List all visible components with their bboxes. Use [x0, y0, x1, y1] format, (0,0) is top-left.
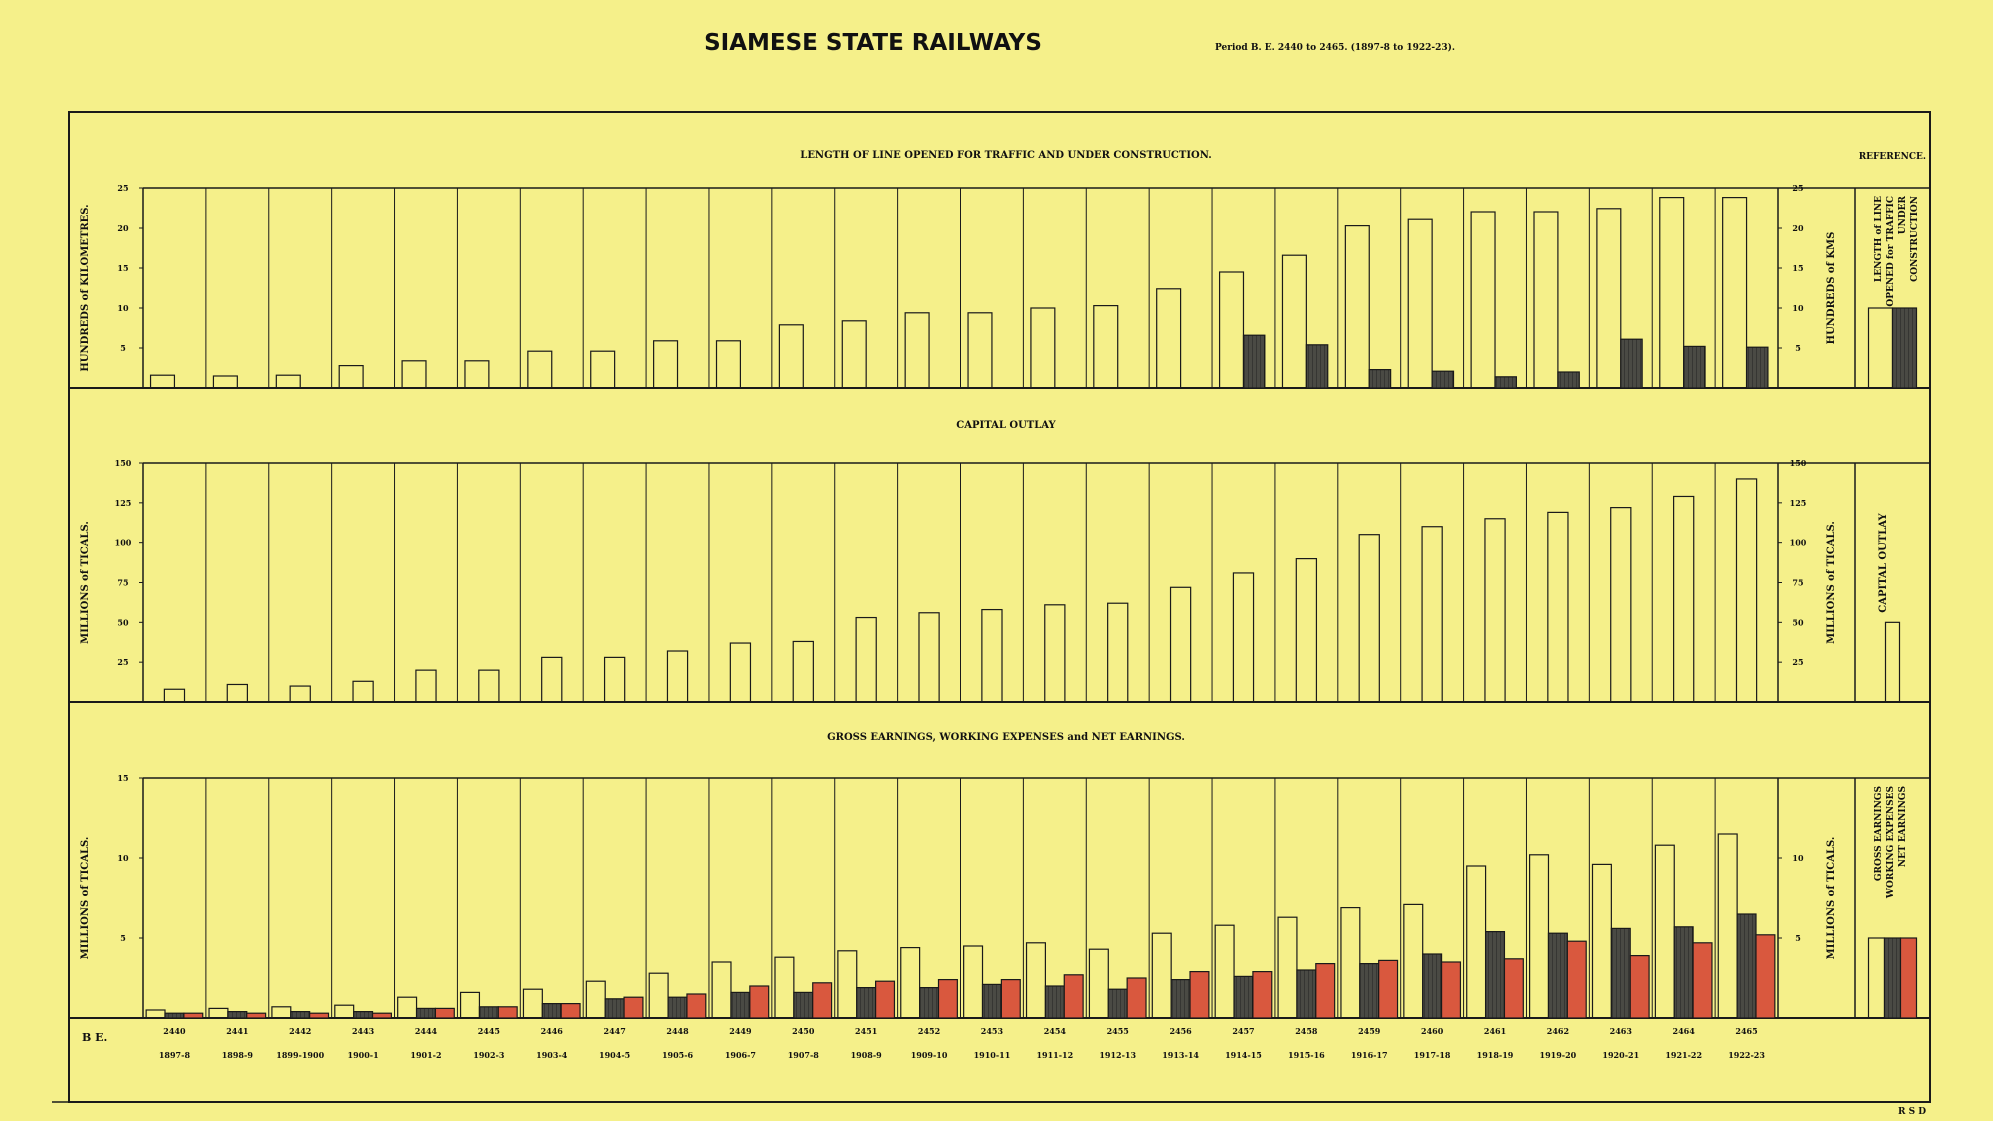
x-label-be: 2453 [980, 1026, 1004, 1036]
bar-1-2451 [856, 618, 876, 702]
bar-1-2452 [905, 313, 929, 388]
y-tick-label: 5 [120, 343, 126, 353]
x-label-ad: 1905-6 [661, 1050, 694, 1060]
bar-1-2444 [398, 997, 417, 1018]
bar-2-2462 [1548, 933, 1567, 1018]
y-tick-label: 75 [117, 577, 129, 588]
bar-1-2443 [353, 681, 373, 702]
bar-2-2457 [1234, 976, 1253, 1018]
bar-1-2444 [416, 670, 436, 702]
y-tick-label-right: 50 [1792, 617, 1804, 628]
bar-3-2451 [876, 981, 895, 1018]
panel-1 [69, 150, 1930, 388]
bar-1-2457 [1215, 925, 1234, 1018]
bar-2-2463 [1611, 928, 1630, 1018]
bar-2-2458 [1306, 345, 1327, 388]
bar-1-2449 [712, 962, 731, 1018]
y-tick-label-right: 10 [1792, 303, 1804, 313]
bar-3-2442 [310, 1013, 329, 1018]
bar-1-2461 [1467, 866, 1486, 1018]
bar-1-2442 [272, 1007, 291, 1018]
bar-2-2461 [1495, 377, 1516, 388]
chart-title: SIAMESE STATE RAILWAYS [704, 30, 1042, 56]
maker-initials: R S D [1897, 1107, 1927, 1117]
bar-1-2441 [209, 1008, 228, 1018]
x-label-be: 2446 [540, 1026, 563, 1036]
reference-bar-1 [1869, 308, 1893, 388]
panel-title: LENGTH OF LINE OPENED FOR TRAFFIC AND UNDER CONSTRUCTION. [800, 150, 1212, 161]
x-label-be: 2452 [917, 1026, 941, 1036]
reference-label-line: GROSS EARNINGS [1874, 786, 1884, 882]
x-label-be: 2443 [351, 1026, 375, 1036]
panel-2 [69, 420, 1930, 702]
y-axis-title-right: MILLIONS of TICALS. [1826, 836, 1837, 960]
y-tick-label: 25 [117, 183, 129, 193]
bar-1-2440 [146, 1010, 165, 1018]
x-label-be: 2448 [666, 1026, 689, 1036]
y-axis-title: HUNDREDS of KILOMETRES. [80, 204, 91, 372]
bar-2-2442 [291, 1012, 310, 1018]
frame-outer [69, 112, 1930, 1102]
y-tick-label: 15 [117, 773, 129, 783]
bar-2-2447 [605, 999, 624, 1018]
bar-2-2459 [1369, 370, 1390, 388]
bar-3-2465 [1756, 935, 1775, 1018]
bar-1-2453 [982, 610, 1002, 702]
x-label-be: 2459 [1358, 1026, 1381, 1036]
bar-2-2460 [1423, 954, 1442, 1018]
y-tick-label-right: 150 [1789, 458, 1807, 468]
bar-1-2462 [1534, 212, 1558, 388]
be-axis-label: B E. [82, 1031, 108, 1044]
bar-1-2454 [1031, 308, 1055, 388]
bar-1-2452 [901, 948, 920, 1018]
x-label-ad: 1921-22 [1665, 1050, 1703, 1060]
bar-2-2451 [857, 988, 876, 1018]
bar-1-2456 [1152, 933, 1171, 1018]
reference-bar-2 [1885, 938, 1901, 1018]
bar-3-2458 [1316, 964, 1335, 1018]
bar-1-2446 [528, 351, 552, 388]
reference-bar-3 [1901, 938, 1917, 1018]
bar-1-2464 [1674, 496, 1694, 702]
x-label-ad: 1906-7 [724, 1050, 756, 1060]
bar-1-2441 [227, 684, 247, 702]
x-label-be: 2463 [1609, 1026, 1632, 1036]
x-label-ad: 1904-5 [599, 1050, 631, 1060]
bar-1-2457 [1220, 272, 1244, 388]
bar-1-2458 [1296, 559, 1316, 702]
bar-1-2446 [542, 657, 562, 702]
bar-1-2451 [838, 951, 857, 1018]
bar-3-2464 [1693, 943, 1712, 1018]
x-label-be: 2465 [1735, 1026, 1758, 1036]
x-label-be: 2455 [1106, 1026, 1129, 1036]
x-label-ad: 1900-1 [347, 1050, 379, 1060]
reference-label-group [1874, 786, 1908, 899]
bar-1-2447 [591, 351, 615, 388]
bar-1-2459 [1341, 908, 1360, 1018]
reference-label-line: LENGTH of LINE [1874, 196, 1884, 283]
bar-3-2456 [1190, 972, 1209, 1018]
bar-1-2453 [964, 946, 983, 1018]
bar-2-2441 [228, 1012, 247, 1018]
y-tick-label-right: 15 [1792, 263, 1804, 273]
bar-1-2450 [775, 957, 794, 1018]
bar-3-2452 [938, 980, 957, 1018]
y-tick-label-right: 5 [1795, 343, 1801, 353]
bar-1-2440 [164, 689, 184, 702]
bar-1-2463 [1597, 209, 1621, 388]
x-label-be: 2442 [289, 1026, 312, 1036]
bar-2-2446 [542, 1004, 561, 1018]
bar-1-2457 [1233, 573, 1253, 702]
reference-label-line: UNDER [1898, 196, 1908, 235]
bar-2-2457 [1243, 335, 1264, 388]
bar-2-2444 [417, 1008, 436, 1018]
y-axis-title-right: MILLIONS of TICALS. [1826, 521, 1837, 644]
bar-1-2460 [1422, 527, 1442, 702]
bar-1-2462 [1548, 512, 1568, 702]
x-label-ad: 1909-10 [910, 1050, 948, 1060]
bar-3-2446 [561, 1004, 580, 1018]
y-tick-label: 5 [120, 933, 126, 943]
x-label-be: 2461 [1483, 1026, 1507, 1036]
y-tick-label-right: 75 [1792, 577, 1804, 588]
y-tick-label: 50 [117, 617, 129, 628]
bar-2-2452 [920, 988, 939, 1018]
bar-1-2445 [465, 361, 489, 388]
bar-1-2459 [1359, 535, 1379, 702]
y-tick-label: 10 [117, 853, 129, 863]
x-label-ad: 1903-4 [536, 1050, 568, 1060]
bar-2-2443 [354, 1012, 373, 1018]
x-label-be: 2440 [163, 1026, 186, 1036]
bar-1-2463 [1592, 864, 1611, 1018]
x-label-ad: 1899-1900 [276, 1050, 325, 1060]
reference-bar-1 [1886, 622, 1900, 702]
x-label-ad: 1912-13 [1099, 1050, 1137, 1060]
chart-subtitle: Period B. E. 2440 to 2465. (1897-8 to 1922-23). [1215, 43, 1456, 53]
y-tick-label-right: 100 [1789, 537, 1807, 548]
x-label-be: 2447 [603, 1026, 626, 1036]
x-label-ad: 1901-2 [410, 1050, 442, 1060]
y-tick-label-right: 125 [1789, 497, 1807, 508]
bar-1-2464 [1660, 198, 1684, 388]
x-label-be: 2460 [1421, 1026, 1444, 1036]
bar-3-2463 [1630, 956, 1649, 1018]
y-tick-label-right: 5 [1795, 933, 1801, 943]
x-label-be: 2450 [792, 1026, 815, 1036]
reference-label-line: WORKING EXPENSES [1886, 786, 1896, 899]
bar-3-2450 [813, 983, 832, 1018]
bar-3-2447 [624, 997, 643, 1018]
x-label-be: 2457 [1232, 1026, 1255, 1036]
chart-panels [69, 150, 1930, 1018]
bar-1-2455 [1094, 306, 1118, 388]
x-label-be: 2445 [477, 1026, 500, 1036]
x-label-ad: 1897-8 [158, 1050, 191, 1060]
bar-1-2463 [1611, 508, 1631, 702]
x-label-ad: 1915-16 [1288, 1050, 1325, 1060]
bar-2-2454 [1045, 986, 1064, 1018]
bar-1-2461 [1471, 212, 1495, 388]
bar-2-2450 [794, 992, 813, 1018]
bar-2-2445 [479, 1007, 498, 1018]
x-label-be: 2464 [1672, 1026, 1695, 1036]
reference-bar-2 [1893, 308, 1917, 388]
bar-2-2464 [1674, 927, 1693, 1018]
bar-1-2462 [1530, 855, 1549, 1018]
bar-3-2444 [435, 1008, 454, 1018]
x-label-be: 2456 [1169, 1026, 1192, 1036]
bar-1-2445 [479, 670, 499, 702]
bar-1-2440 [151, 375, 175, 388]
bar-1-2445 [461, 992, 480, 1018]
panel-title: GROSS EARNINGS, WORKING EXPENSES and NET EARNINGS. [827, 732, 1185, 743]
x-label-ad: 1918-19 [1476, 1050, 1514, 1060]
bar-1-2448 [654, 341, 678, 388]
bar-1-2456 [1157, 289, 1181, 388]
x-label-be: 2449 [729, 1026, 752, 1036]
x-label-be: 2458 [1295, 1026, 1318, 1036]
x-axis-labels [159, 1026, 1765, 1060]
bar-3-2441 [247, 1013, 266, 1018]
bar-2-2453 [983, 984, 1002, 1018]
bar-2-2460 [1432, 371, 1453, 388]
bar-2-2456 [1171, 980, 1190, 1018]
bar-1-2453 [968, 313, 992, 388]
bar-1-2446 [523, 989, 542, 1018]
y-tick-label: 100 [114, 537, 132, 548]
y-tick-label: 25 [117, 657, 129, 668]
x-label-ad: 1922-23 [1728, 1050, 1765, 1060]
bar-1-2455 [1089, 949, 1108, 1018]
y-tick-label: 125 [114, 497, 132, 508]
bar-3-2453 [1001, 980, 1020, 1018]
bar-1-2448 [667, 651, 687, 702]
bar-3-2445 [498, 1007, 517, 1018]
x-label-ad: 1913-14 [1162, 1050, 1199, 1060]
bar-3-2443 [373, 1013, 392, 1018]
bar-1-2448 [649, 973, 668, 1018]
bar-1-2454 [1045, 605, 1065, 702]
reference-label: REFERENCE. [1858, 152, 1926, 162]
bar-1-2452 [919, 613, 939, 702]
y-tick-label-right: 25 [1792, 183, 1804, 193]
y-tick-label-right: 25 [1792, 657, 1804, 668]
bar-1-2443 [339, 366, 363, 388]
bar-1-2450 [779, 325, 803, 388]
bar-2-2464 [1684, 346, 1705, 388]
bar-1-2460 [1408, 219, 1432, 388]
y-tick-label: 15 [117, 263, 129, 273]
bar-1-2442 [276, 375, 300, 388]
bar-3-2440 [184, 1013, 203, 1018]
x-label-ad: 1910-11 [973, 1050, 1011, 1060]
x-label-ad: 1907-8 [787, 1050, 819, 1060]
bar-3-2449 [750, 986, 769, 1018]
bar-2-2465 [1737, 914, 1756, 1018]
bar-1-2442 [290, 686, 310, 702]
x-label-ad: 1916-17 [1350, 1050, 1388, 1060]
reference-bar-1 [1869, 938, 1885, 1018]
bar-1-2449 [730, 643, 750, 702]
bar-1-2458 [1278, 917, 1297, 1018]
bar-1-2455 [1108, 603, 1128, 702]
x-label-ad: 1914-15 [1225, 1050, 1262, 1060]
bar-2-2449 [731, 992, 750, 1018]
bar-1-2447 [605, 657, 625, 702]
bar-2-2462 [1558, 372, 1579, 388]
bar-1-2450 [793, 641, 813, 702]
bar-1-2444 [402, 361, 426, 388]
y-tick-label-right: 10 [1792, 853, 1804, 863]
bar-3-2460 [1442, 962, 1461, 1018]
x-label-be: 2462 [1546, 1026, 1570, 1036]
bar-2-2463 [1621, 339, 1642, 388]
bar-3-2455 [1127, 978, 1146, 1018]
y-tick-label: 10 [117, 303, 129, 313]
bar-1-2456 [1171, 587, 1191, 702]
bar-3-2454 [1064, 975, 1083, 1018]
bar-2-2455 [1108, 989, 1127, 1018]
bar-1-2447 [586, 981, 605, 1018]
reference-label-line: OPENED for TRAFFIC [1886, 196, 1896, 307]
x-label-ad: 1919-20 [1539, 1050, 1577, 1060]
bar-3-2461 [1504, 959, 1523, 1018]
bar-2-2459 [1360, 964, 1379, 1018]
reference-label: CAPITAL OUTLAY [1878, 513, 1889, 613]
bar-2-2461 [1486, 932, 1505, 1018]
bar-1-2443 [335, 1005, 354, 1018]
x-label-ad: 1898-9 [221, 1050, 253, 1060]
bar-2-2458 [1297, 970, 1316, 1018]
reference-label-line: CONSTRUCTION [1910, 196, 1920, 282]
bar-1-2454 [1027, 943, 1046, 1018]
bar-1-2458 [1282, 255, 1306, 388]
y-tick-label-right: 20 [1792, 223, 1804, 233]
x-label-ad: 1920-21 [1602, 1050, 1640, 1060]
bar-1-2460 [1404, 904, 1423, 1018]
y-tick-label: 20 [117, 223, 129, 233]
bar-3-2462 [1567, 941, 1586, 1018]
panel-title: CAPITAL OUTLAY [956, 420, 1056, 431]
bar-1-2464 [1655, 845, 1674, 1018]
bar-1-2465 [1718, 834, 1737, 1018]
bar-2-2440 [165, 1013, 184, 1018]
x-label-ad: 1902-3 [473, 1050, 505, 1060]
bar-1-2459 [1345, 226, 1369, 388]
y-axis-title-right: HUNDREDS of KMS [1826, 231, 1837, 345]
bar-2-2465 [1747, 347, 1768, 388]
bar-1-2441 [213, 376, 237, 388]
bar-3-2459 [1379, 960, 1398, 1018]
y-axis-title: MILLIONS of TICALS. [80, 836, 91, 960]
bar-1-2451 [842, 321, 866, 388]
x-label-ad: 1908-9 [850, 1050, 882, 1060]
bar-2-2448 [668, 997, 687, 1018]
x-label-be: 2454 [1043, 1026, 1066, 1036]
x-label-be: 2444 [414, 1026, 438, 1036]
x-label-ad: 1911-12 [1036, 1050, 1074, 1060]
y-tick-label: 150 [114, 458, 132, 468]
panel-3 [69, 732, 1930, 1018]
reference-label-line: NET EARNINGS [1898, 786, 1908, 868]
bar-3-2448 [687, 994, 706, 1018]
x-label-ad: 1917-18 [1413, 1050, 1451, 1060]
bar-1-2449 [717, 341, 741, 388]
x-label-be: 2441 [226, 1026, 249, 1036]
reference-label-group [1874, 195, 1920, 306]
bar-3-2457 [1253, 972, 1272, 1018]
bar-1-2461 [1485, 519, 1505, 702]
x-label-be: 2451 [855, 1026, 878, 1036]
y-axis-title: MILLIONS of TICALS. [80, 521, 91, 644]
bar-1-2465 [1723, 198, 1747, 388]
bar-1-2465 [1736, 479, 1756, 702]
